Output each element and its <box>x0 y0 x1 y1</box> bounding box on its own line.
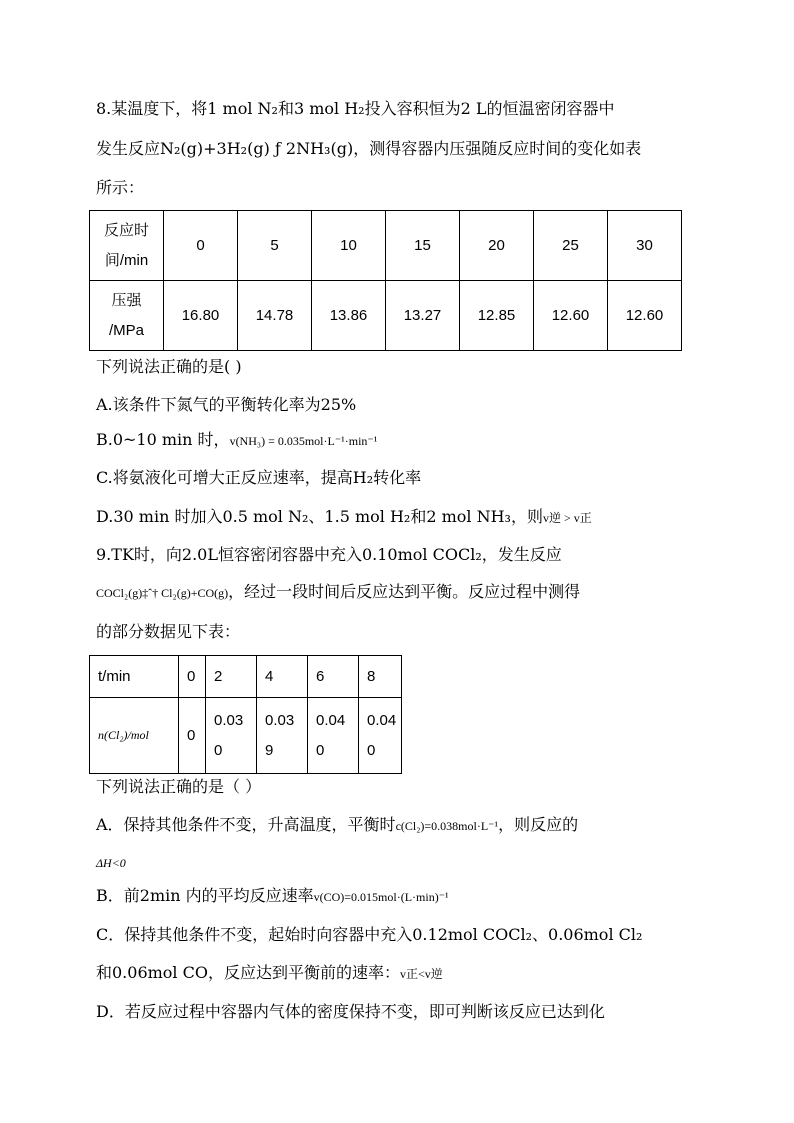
q8-pressure-cell: 12.60 <box>608 281 682 351</box>
q8-row-label <box>90 281 164 351</box>
q8-line-1: 8.某温度下，将1 mol N₂和3 mol H₂投入容积恒为2 L的恒温密闭容器中 <box>96 99 615 118</box>
q8-line-3: 所示： <box>96 178 145 197</box>
q9-header-label: t/min <box>90 656 179 698</box>
q9-time-cell: 6 <box>308 656 359 698</box>
q9-value-bottom: 0 <box>316 741 325 759</box>
q8-time-cell: 20 <box>460 211 534 281</box>
q9-value-top: 0.04 <box>316 711 346 729</box>
q9-time-cell: 0 <box>179 656 206 698</box>
q9-value-top: 0.03 <box>214 711 244 729</box>
q8-header-label-2: 间/min <box>104 251 149 269</box>
q9-option-a-line-2: ΔH<0 <box>96 856 126 870</box>
q8-header-label <box>90 211 164 281</box>
q9-line-3: 的部分数据见下表： <box>96 622 241 641</box>
q8-pressure-cell: 14.78 <box>238 281 312 351</box>
q9-option-b-prefix: B．前2min 内的平均反应速率 <box>96 886 314 905</box>
q9-option-a-prefix: A．保持其他条件不变，升高温度，平衡时 <box>96 815 396 834</box>
q9-time-cell: 8 <box>359 656 402 698</box>
q8-line-2: 发生反应N₂(g)+3H₂(g) ƒ 2NH₃(g)，测得容器内压强随反应时间的变化如表 <box>96 139 642 158</box>
q8-pressure-table <box>89 210 682 351</box>
q9-data-table <box>89 655 402 774</box>
q9-option-c-line-2 <box>96 963 443 984</box>
q8-option-d-prefix: D.30 min 时加入0.5 mol N₂、1.5 mol H₂和2 mol NH₃，则 <box>96 507 543 526</box>
q8-option-d <box>96 507 592 528</box>
q8-pressure-cell: 12.85 <box>460 281 534 351</box>
q9-value-cell <box>206 698 257 774</box>
q9-option-c-formula: v正<v逆 <box>400 967 443 981</box>
q8-time-cell: 15 <box>386 211 460 281</box>
q9-line-2 <box>96 582 580 603</box>
q9-value-top: 0.04 <box>367 711 397 729</box>
q8-option-c: C.将氨液化可增大正反应速率，提高H₂转化率 <box>96 468 422 487</box>
q8-option-b <box>96 430 377 451</box>
q8-pressure-cell: 16.80 <box>164 281 238 351</box>
q9-option-c-line-1: C．保持其他条件不变，起始时向容器中充入0.12mol COCl₂、0.06mol Cl₂ <box>96 925 643 944</box>
q8-header-label-1: 反应时 <box>103 221 149 239</box>
q9-option-c-prefix: 和0.06mol CO，反应达到平衡前的速率： <box>96 963 400 982</box>
q9-option-a-suffix: ，则反应的 <box>498 815 579 834</box>
q8-time-cell: 0 <box>164 211 238 281</box>
q8-time-cell: 30 <box>608 211 682 281</box>
q9-option-a <box>96 815 578 836</box>
q9-reaction-formula: COCl₂(g)‡ˆ† Cl₂(g)+CO(g) <box>96 586 229 600</box>
q9-value-cell <box>308 698 359 774</box>
q8-pressure-cell: 13.27 <box>386 281 460 351</box>
q8-option-a: A.该条件下氮气的平衡转化率为25% <box>96 395 357 414</box>
q9-option-b <box>96 886 449 907</box>
q9-option-b-formula: v(CO)=0.015mol·(L·min)⁻¹ <box>313 890 449 904</box>
q9-time-cell: 4 <box>257 656 308 698</box>
q9-option-a-formula: c(Cl₂)=0.038mol·L⁻¹ <box>395 819 499 833</box>
q8-time-cell: 25 <box>534 211 608 281</box>
q9-value-bottom: 9 <box>265 741 274 759</box>
q9-value-cell <box>359 698 402 774</box>
q8-question: 下列说法正确的是( ) <box>96 357 242 376</box>
q8-time-cell: 10 <box>312 211 386 281</box>
q8-option-d-formula: v逆 > v正 <box>542 511 592 525</box>
q8-time-cell: 5 <box>238 211 312 281</box>
q9-value-cell: 0 <box>179 698 206 774</box>
q8-option-b-formula: v(NH₃) = 0.035mol·L⁻¹·min⁻¹ <box>229 434 378 448</box>
q9-row-label: n(Cl₂)/mol <box>90 698 179 774</box>
q8-pressure-cell: 12.60 <box>534 281 608 351</box>
q9-value-bottom: 0 <box>214 741 223 759</box>
q9-question: 下列说法正确的是（ ） <box>96 777 262 796</box>
q8-option-b-prefix: B.0~10 min 时， <box>96 430 230 449</box>
q9-value-bottom: 0 <box>367 741 376 759</box>
q9-value-cell <box>257 698 308 774</box>
q9-time-cell: 2 <box>206 656 257 698</box>
q8-row-label-2: /MPa <box>108 321 144 339</box>
q9-line-2-text: ，经过一段时间后反应达到平衡。反应过程中测得 <box>228 582 581 601</box>
q8-pressure-cell: 13.86 <box>312 281 386 351</box>
q9-value-top: 0.03 <box>265 711 295 729</box>
q8-row-label-1: 压强 <box>111 291 142 309</box>
q9-line-1: 9.TK时，向2.0L恒容密闭容器中充入0.10mol COCl₂，发生反应 <box>96 545 562 564</box>
q9-option-d: D．若反应过程中容器内气体的密度保持不变，即可判断该反应已达到化 <box>96 1002 605 1021</box>
